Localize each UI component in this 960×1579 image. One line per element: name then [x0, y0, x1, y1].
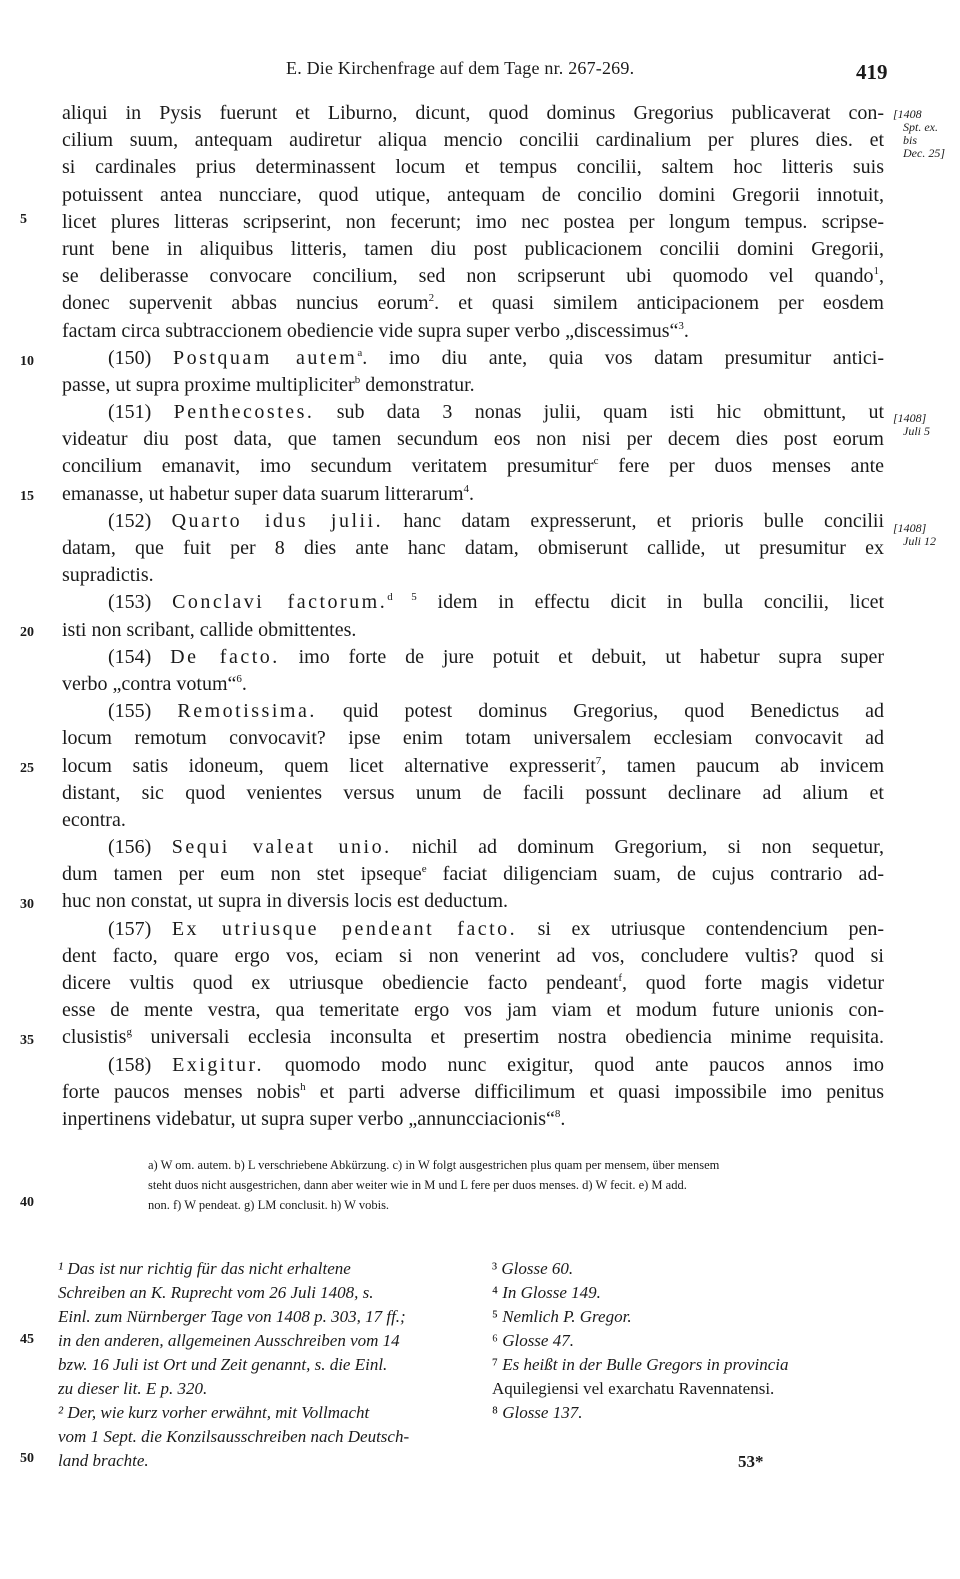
footnote-line	[492, 1257, 892, 1281]
text-span: .	[560, 1107, 566, 1130]
margin-date-note	[893, 108, 945, 160]
text-line	[62, 1052, 884, 1079]
margin-date-note	[893, 522, 936, 548]
apparatus-line: a) W om. autem. b) L verschriebene Abkürzung. c) in W folgt ausgestrichen plus quam per mensem, über mensem	[148, 1158, 720, 1172]
text-span: videatur diu post data, que tamen secundum eos non nisi per decem dies post eorum	[62, 428, 884, 451]
footnote-line: ¹ Das ist nur richtig für das nicht erhaltene	[58, 1259, 351, 1278]
text-span: locum remotum convocavit? ipse enim totam universalem ecclesiam convocavit ad	[62, 727, 884, 750]
gloss-lemma: Ex utriusque pendeant facto.	[171, 917, 518, 940]
text-line	[62, 997, 884, 1024]
line-number: 30	[20, 897, 34, 912]
footnote-line	[492, 1377, 892, 1401]
gloss-number: (150)	[108, 346, 152, 369]
running-title: E. Die Kirchenfrage auf dem Tage nr. 267-269.	[286, 58, 635, 78]
text-span: quid potest dominus Gregorius, quod Benedictus ad	[316, 700, 884, 723]
critical-apparatus	[148, 1155, 888, 1215]
margin-note-line: bis	[903, 133, 918, 147]
text-line	[62, 426, 884, 453]
text-line	[62, 263, 884, 290]
margin-note-line: [1408	[893, 107, 922, 121]
margin-date-note	[893, 412, 930, 438]
line-number: 35	[20, 1033, 34, 1048]
text-span: ,	[879, 265, 884, 288]
text-line	[62, 671, 884, 698]
note-marker: h	[300, 1080, 306, 1093]
text-line	[62, 644, 884, 671]
note-marker: 3	[678, 319, 684, 332]
text-span: locum satis idoneum, quem licet alternative expresserit	[62, 754, 596, 777]
note-marker: 4	[463, 482, 470, 495]
text-span: inpertinens videbatur, ut supra super verbo „annuncciacionis“	[62, 1107, 555, 1130]
gloss-lemma: Penthecostes.	[173, 401, 315, 424]
gloss-lemma: Exigitur.	[172, 1053, 265, 1076]
footnote-mark: ⁶	[492, 1331, 498, 1350]
text-line	[62, 154, 884, 181]
text-line	[62, 834, 884, 861]
footnote-text: Es heißt in der Bulle Gregors in provincia	[502, 1355, 789, 1374]
text-span: esse de mente vestra, qua temeritate ergo vos jam viam et modum future unionis con-	[62, 999, 884, 1022]
note-marker: e	[421, 863, 427, 876]
text-line	[62, 780, 884, 807]
text-span: supradictis.	[62, 564, 154, 587]
text-line	[62, 290, 884, 317]
text-span: .	[469, 482, 475, 505]
text-line	[62, 127, 884, 154]
line-number: 25	[20, 761, 34, 776]
text-line	[62, 508, 884, 535]
margin-note-line: Dec. 25]	[903, 146, 945, 160]
footnote-line: Einl. zum Nürnberger Tage von 1408 p. 303, 17 ff.;	[58, 1307, 406, 1326]
footnote-mark: ⁸	[492, 1403, 498, 1422]
note-marker: 1	[873, 265, 879, 278]
text-line	[62, 481, 884, 508]
text-line	[62, 1024, 884, 1051]
text-line	[62, 807, 884, 834]
gloss-number: (152)	[108, 509, 152, 532]
note-marker: a	[357, 346, 363, 359]
gloss-lemma: Sequi valeat unio.	[171, 836, 392, 859]
text-span: quomodo modo nunc exigitur, quod ante paucos annos imo	[264, 1053, 884, 1076]
text-line	[62, 617, 884, 644]
text-span: universali ecclesia inconsulta et presertim nostra obediencia minime requisita.	[131, 1026, 884, 1049]
page-number: 419	[856, 60, 888, 84]
margin-note-line: Juli 12	[903, 534, 936, 548]
note-marker: b	[354, 373, 361, 386]
margin-note-line: Spt. ex.	[903, 120, 938, 134]
text-span: dicere vultis quod ex utriusque obediencie facto pendeant	[62, 972, 619, 994]
text-line	[62, 236, 884, 263]
text-span: licet plures litteras scripserint, non fecerunt; imo nec postea per longum tempus. scripse-	[62, 210, 884, 233]
text-span: clusistis	[62, 1026, 127, 1049]
text-line	[62, 753, 884, 780]
footnote-line: bzw. 16 Juli ist Ort und Zeit genannt, s. die Einl.	[58, 1355, 388, 1374]
footnote-line	[492, 1401, 892, 1425]
text-line	[62, 399, 884, 426]
note-marker: d 5	[387, 591, 417, 604]
footnote-text: Aquilegiensi vel exarchatu Ravennatensi.	[492, 1379, 775, 1398]
text-span: dent facto, quare ergo vos, eciam si non venerint ad vos, concludere vultis? quod si	[62, 944, 884, 967]
footnote-mark: ³	[492, 1259, 498, 1278]
text-line	[62, 100, 884, 127]
text-span: si cardinales prius determinassent locum et tempus concilii, saltem hoc litteris suis	[62, 156, 884, 179]
footnote-line	[492, 1305, 892, 1329]
footnote-text: In Glosse 149.	[502, 1283, 601, 1302]
text-span: forte paucos menses nobis	[62, 1080, 301, 1103]
text-line	[62, 916, 884, 943]
gloss-number: (157)	[108, 917, 152, 940]
sheet-signature: 53*	[738, 1452, 764, 1471]
text-line	[62, 535, 884, 562]
gloss-number: (156)	[108, 836, 152, 859]
text-line	[62, 1106, 884, 1133]
margin-note-line: Juli 5	[903, 424, 930, 438]
text-span: , tamen paucum ab invicem	[601, 754, 884, 777]
text-span: econtra.	[62, 808, 126, 831]
gloss-lemma: Remotissima.	[177, 700, 317, 723]
gloss-number: (155)	[108, 700, 152, 723]
note-marker: 2	[428, 292, 435, 305]
text-line	[62, 888, 884, 915]
text-span: .	[683, 319, 689, 342]
margin-note-line: [1408]	[893, 521, 927, 535]
text-span: . et quasi similem anticipacionem per eosdem	[434, 292, 884, 315]
text-span: concilium emanavit, imo secundum veritatem presumitur	[62, 455, 594, 478]
gloss-lemma: Postquam autem	[172, 346, 358, 369]
text-span: datam, que fuit per 8 dies ante hanc datam, obmiserunt callide, ut presumitur ex	[62, 537, 884, 559]
text-line	[62, 1079, 884, 1106]
text-span: si ex utriusque contendencium pen-	[517, 917, 884, 940]
line-number: 10	[20, 354, 34, 369]
text-span: aliqui in Pysis fuerunt et Liburno, dicunt, quod dominus Gregorius publicaverat con-	[62, 102, 884, 124]
note-marker: g	[126, 1026, 132, 1039]
margin-note-line: [1408]	[893, 411, 927, 425]
line-number: 20	[20, 625, 34, 640]
text-line	[62, 372, 884, 399]
text-span: , quod forte magis videtur	[622, 972, 884, 994]
main-text	[62, 100, 884, 1133]
text-span: . imo diu ante, quia vos datam presumitur antici-	[362, 346, 884, 369]
text-line	[62, 562, 884, 589]
footnote-line: Schreiben an K. Ruprecht vom 26 Juli 1408, s.	[58, 1283, 374, 1302]
footnote-line: vom 1 Sept. die Konzilsausschreiben nach Deutsch-	[58, 1427, 410, 1446]
page-header	[0, 58, 960, 88]
line-number: 15	[20, 489, 34, 504]
footnote-line: zu dieser lit. E p. 320.	[58, 1379, 208, 1398]
text-span: faciat diligenciam suam, de cujus contrario ad-	[426, 863, 884, 886]
footnote-line: in den anderen, allgemeinen Ausschreiben vom 14	[58, 1331, 400, 1350]
text-span: potuissent antea nuncciare, quod utique, antequam de concilio domini Gregorii innotuit,	[62, 183, 884, 206]
gloss-number: (158)	[108, 1053, 152, 1076]
text-span: cilium suum, antequam audiretur aliqua mencio concilii cardinalium per plures dies. et	[62, 129, 884, 152]
footnote-mark: ⁷	[492, 1355, 498, 1374]
text-span: passe, ut supra proxime multipliciter	[62, 373, 355, 396]
text-line	[62, 698, 884, 725]
text-span: in bulla concilii, licet	[646, 591, 884, 614]
text-span: donec supervenit abbas nuncius eorum	[62, 292, 429, 315]
line-number: 5	[20, 212, 27, 227]
footnote-line: ² Der, wie kurz vorher erwähnt, mit Vollmacht	[58, 1403, 370, 1422]
text-span: demonstratur.	[360, 373, 475, 396]
gloss-lemma: Conclavi factorum.	[172, 591, 388, 614]
text-line	[62, 861, 884, 888]
text-line	[62, 345, 884, 372]
footnote-mark: ⁵	[492, 1307, 498, 1326]
text-line	[62, 182, 884, 209]
line-number: 40	[20, 1195, 34, 1210]
text-span: factam circa subtraccionem obediencie vide supra super verbo „discessimus“	[62, 319, 679, 342]
text-span: sub data 3 nonas julii, quam isti hic obmittunt, ut	[314, 401, 884, 424]
text-line	[62, 209, 884, 236]
gloss-number: (154)	[108, 645, 152, 668]
note-marker: f	[618, 972, 622, 984]
footnote-text: Glosse 137.	[502, 1403, 583, 1422]
footnotes-right	[492, 1257, 892, 1425]
text-line	[62, 725, 884, 752]
footnote-line: land brachte.	[58, 1451, 149, 1470]
apparatus-line: non. f) W pendeat. g) LM conclusit. h) W vobis.	[148, 1198, 390, 1212]
text-span: idem in effectu dicit	[416, 591, 647, 614]
text-span: verbo „contra votum“	[62, 672, 237, 695]
footnotes-left	[58, 1257, 458, 1473]
text-span: isti non scribant, callide obmittentes.	[62, 618, 357, 641]
text-span: se deliberasse convocare concilium, sed non scripserunt ubi quomodo vel quando	[62, 265, 874, 288]
text-span: emanasse, ut habetur super data suarum litterarum	[62, 482, 464, 505]
footnote-line	[492, 1329, 892, 1353]
footnote-text: Glosse 47.	[502, 1331, 574, 1350]
text-span: runt bene in aliquibus litteris, tamen diu post publicacionem concilii domini Gregorii,	[62, 237, 884, 260]
footnote-text: Glosse 60.	[501, 1259, 574, 1278]
text-span: imo forte de jure potuit et debuit, ut habetur supra super	[279, 645, 884, 668]
gloss-number: (151)	[108, 401, 152, 424]
note-marker: 8	[554, 1107, 561, 1120]
text-line	[62, 970, 884, 997]
note-marker: 6	[236, 672, 242, 685]
text-span: hanc datam expresserunt, et prioris bulle concilii	[383, 509, 884, 532]
line-number: 50	[20, 1451, 34, 1466]
note-marker: 7	[595, 754, 602, 767]
text-span: distant, sic quod venientes versus unum de facili possunt declinare ad alium et	[62, 781, 884, 804]
text-span: et parti adverse difficilimum et quasi impossibile imo penitus	[305, 1080, 884, 1103]
footnote-mark: ⁴	[492, 1283, 498, 1302]
apparatus-line: steht duos nicht ausgestrichen, dann aber weiter wie in M und L fere per duos menses. d) W fecit. e) M add.	[148, 1178, 687, 1192]
text-line	[62, 453, 884, 480]
gloss-lemma: De facto.	[170, 645, 280, 668]
gloss-number: (153)	[108, 591, 152, 614]
line-number: 45	[20, 1332, 34, 1347]
text-line	[62, 589, 884, 616]
text-line	[62, 943, 884, 970]
text-span: fere per duos menses ante	[598, 455, 884, 478]
footnote-line	[492, 1353, 892, 1377]
note-marker: c	[593, 455, 599, 468]
footnote-text: Nemlich P. Gregor.	[502, 1307, 632, 1326]
footnote-line	[492, 1281, 892, 1305]
text-span: dum tamen per eum non stet ipseque	[62, 863, 422, 886]
text-span: nichil ad dominum Gregorium, si non sequetur,	[391, 836, 884, 859]
text-line	[62, 318, 884, 345]
gloss-lemma: Quarto idus julii.	[171, 509, 384, 532]
text-span: .	[241, 672, 247, 695]
text-span: huc non constat, ut supra in diversis locis est deductum.	[62, 890, 509, 913]
